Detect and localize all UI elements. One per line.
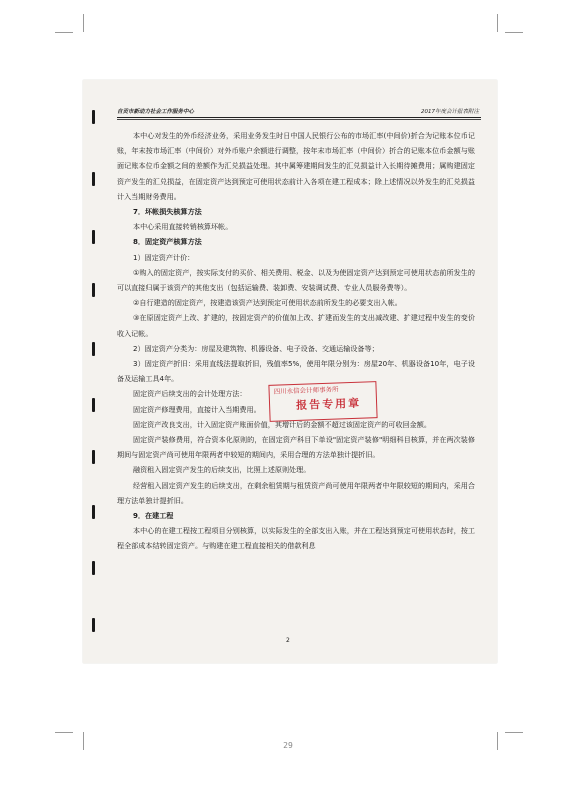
crop-mark-tr-h	[505, 32, 523, 33]
binder-hole	[92, 505, 95, 519]
paragraph: 1）固定资产计价：	[133, 252, 195, 262]
section-heading: 9．在建工程	[133, 511, 174, 521]
scanned-page	[83, 80, 497, 663]
paragraph: 本中心采用直接转销核算坏帐。	[133, 222, 233, 232]
paragraph: 经营租入固定资产发生的后续支出，在剩余租赁期与租赁资产尚可使用年限两者中年限较短的期间内，采用合理方法单独计提折旧。	[117, 480, 475, 505]
paragraph: 固定资产装修费用，符合资本化原则的，在固定资产科目下单设"固定资产装修"明细科目核算，并在两次装修期间与固定资产尚可使用年限两者中较短的期间内，采用合理的方法单独计提折旧。	[117, 435, 475, 460]
paragraph: 本中心对发生的外币经济业务，采用业务发生时日中国人民银行公布的市场汇率(中间价)折合为记账本位币记账，年末按市场汇率（中间价）对外币账户余额进行调整，按年末市场汇率（中间价）折合的记账本位币金额与账面记账本位币金额之间的差额作为汇兑损益处理。其中属筹建期间发生的汇兑损益计入长期待摊费用；属购建固定资产发生的汇兑损益，在固定资产达到预定可使用状态前计入各项在建工程成本；除上述情况以外发生的汇兑损益计入当期财务费用。	[117, 131, 475, 201]
section-heading: 8．固定资产核算方法	[133, 237, 202, 247]
header-rule	[117, 117, 481, 118]
paragraph: 3）固定资产折旧：采用直线法提取折旧，残值率5%，使用年限分别为：房屋20年、机器设备10年，电子设备及运输工具4年。	[117, 359, 475, 384]
inner-page-number: 2	[286, 637, 290, 644]
paragraph: 固定资产修理费用，直接计入当期费用。	[133, 404, 261, 414]
stamp-firm-name: 四川永信会计师事务所	[273, 385, 339, 396]
header-org-name: 自贡市新动力社会工作服务中心	[117, 109, 195, 115]
report-seal-stamp	[268, 381, 377, 422]
binder-hole	[92, 172, 95, 186]
paragraph: 2）固定资产分类为：房屋及建筑物、机器设备、电子设备、交通运输设备等；	[133, 343, 379, 353]
binder-hole	[92, 561, 95, 575]
binder-hole	[92, 398, 95, 412]
paragraph: 本中心的在建工程按工程项目分别核算，以实际发生的全部支出入账，并在工程达到预定可使用状态时，按工程全部成本结转固定资产。与购建在建工程直接相关的借款利息	[117, 526, 475, 551]
page-number: 29	[283, 741, 293, 750]
crop-mark-tl-h	[55, 32, 73, 33]
paragraph: ①购入的固定资产，按实际支付的买价、相关费用、税金、以及为使固定资产达到预定可使用状态前所发生的可以直接归属于该资产的其他支出（包括运输费、装卸费、安装调试费、专业人员服务费等）。	[117, 267, 475, 293]
crop-mark-tl-v	[83, 14, 84, 32]
binder-hole	[92, 110, 95, 124]
paragraph: 融资租入固定资产发生的后续支出，比照上述原则处理。	[133, 465, 311, 475]
binder-hole	[92, 283, 95, 297]
binder-hole	[92, 450, 95, 464]
document-body	[117, 128, 475, 554]
binder-hole	[92, 342, 95, 356]
binder-hole	[92, 618, 95, 632]
crop-mark-tr-v	[497, 14, 498, 32]
paragraph: ②自行建造的固定资产，按建造该资产达到预定可使用状态前所发生的必要支出入帐。	[133, 298, 402, 308]
paragraph: 固定资产后续支出的会计处理方法：	[133, 389, 247, 399]
binder-hole	[92, 230, 95, 244]
crop-mark-br-h	[505, 732, 523, 733]
stamp-label: 报告专用章	[295, 396, 362, 412]
section-heading: 7．坏帐损失核算方法	[133, 207, 202, 217]
header-report-title: 2017年度会计报表附注	[421, 109, 479, 115]
paragraph: ③在原固定资产上改、扩建的，按固定资产的价值加上改、扩建而发生的支出减改建、扩建过程中发生的变价收入记帐。	[117, 313, 475, 338]
header-rule-thin	[117, 119, 481, 120]
paragraph: 固定资产改良支出，计入固定资产账面价值，其增计后的金额不超过该固定资产的可收回金额。	[133, 419, 431, 429]
crop-mark-bl-h	[55, 732, 73, 733]
